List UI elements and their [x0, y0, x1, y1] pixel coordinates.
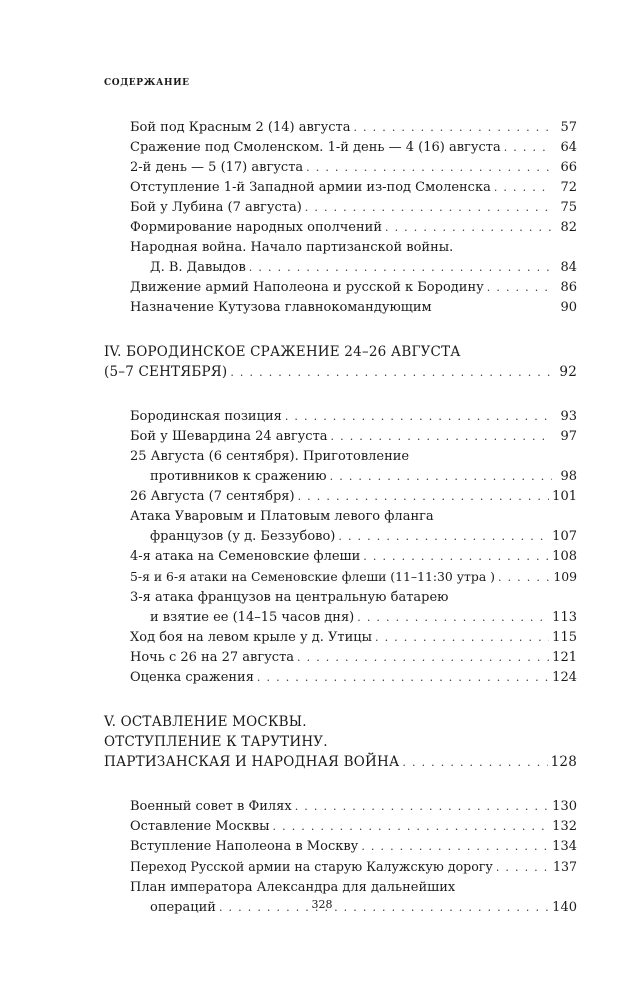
toc-entry[interactable]	[104, 407, 577, 427]
toc-entry-title: Бородинская позиция	[130, 409, 282, 424]
dot-leader	[496, 858, 550, 878]
dot-leader	[298, 487, 550, 507]
toc-entry-title: Бой у Шевардина 24 августа	[130, 429, 328, 444]
dot-leader	[357, 608, 549, 628]
toc-entry-title: Атака Уваровым и Платовым левого фланга	[130, 509, 434, 524]
chapter-title-continued: ОТСТУПЛЕНИЕ К ТАРУТИНУ.	[104, 734, 328, 750]
toc-entry[interactable]	[104, 258, 577, 278]
toc-entry-page: 97	[560, 429, 577, 444]
toc-entry-title-continued: противников к сражению	[150, 469, 327, 484]
toc-entry[interactable]	[104, 467, 577, 487]
dot-leader	[402, 753, 547, 773]
toc-entry-title: Народная война. Начало партизанской войны.	[130, 240, 454, 255]
toc-entry-page: 107	[552, 529, 577, 544]
toc-entry-page: 108	[552, 549, 577, 564]
toc-entry-title: Сражение под Смоленском. 1-й день — 4 (16) августа	[130, 140, 501, 155]
toc-entry[interactable]	[104, 278, 577, 298]
toc-entry-title: Движение армий Наполеона и русской к Бородину	[130, 280, 484, 295]
toc-entry-title: 5-я и 6-я атаки на Семеновские флеши (11–11:30 утра )	[130, 569, 495, 584]
toc-entry-page: 84	[560, 260, 577, 275]
dot-leader	[305, 198, 552, 218]
toc-entry[interactable]	[104, 797, 577, 817]
toc-entry[interactable]	[104, 158, 577, 178]
toc-entry-first-line[interactable]	[104, 588, 577, 608]
chapter-heading[interactable]	[104, 362, 577, 383]
section-gap	[104, 383, 577, 407]
toc-entry-page: 140	[552, 900, 577, 915]
chapter-heading-first-line[interactable]	[104, 712, 577, 732]
toc-entry-page: 121	[552, 650, 577, 665]
toc-entry[interactable]	[104, 427, 577, 447]
dot-leader	[487, 278, 552, 298]
dot-leader	[285, 407, 552, 427]
dot-leader	[331, 427, 552, 447]
toc-entry[interactable]	[104, 608, 577, 628]
toc-entry[interactable]	[104, 648, 577, 668]
section-gap	[104, 773, 577, 797]
toc-entry-page: 86	[560, 280, 577, 295]
toc-entry-page: 93	[560, 409, 577, 424]
toc-entry-page: 134	[552, 839, 577, 854]
toc-entry-page: 82	[560, 220, 577, 235]
toc-entry-first-line[interactable]	[104, 507, 577, 527]
toc-entry-page: 66	[560, 160, 577, 175]
dot-leader	[295, 797, 549, 817]
dot-leader	[375, 628, 549, 648]
dot-leader	[273, 817, 550, 837]
running-head: СОДЕРЖАНИЕ	[104, 78, 190, 88]
toc-entry-title: План императора Александра для дальнейших	[130, 880, 456, 895]
toc-entry-title-continued: и взятие ее (14–15 часов дня)	[150, 610, 355, 625]
table-of-contents	[104, 118, 577, 918]
chapter-title: IV. БОРОДИНСКОЕ СРАЖЕНИЕ 24–26 АВГУСТА	[104, 344, 461, 360]
toc-entry[interactable]	[104, 218, 577, 238]
chapter-title-continued: ПАРТИЗАНСКАЯ И НАРОДНАЯ ВОЙНА	[104, 754, 400, 770]
dot-leader	[504, 138, 552, 158]
toc-entry-page: 115	[552, 630, 577, 645]
toc-entry-title: Оценка сражения	[130, 670, 254, 685]
toc-entry[interactable]	[104, 487, 577, 507]
dot-leader	[297, 648, 549, 668]
toc-entry[interactable]	[104, 567, 577, 588]
dot-leader	[494, 178, 552, 198]
toc-entry-title: Вступление Наполеона в Москву	[130, 839, 359, 854]
toc-entry-title: Ход боя на левом крыле у д. Утицы	[130, 630, 372, 645]
toc-entry[interactable]	[104, 857, 577, 878]
toc-entry[interactable]	[104, 527, 577, 547]
toc-entry-page: 109	[553, 569, 577, 584]
page-number: 328	[311, 898, 333, 911]
toc-entry-page: 90	[560, 300, 577, 315]
dot-leader	[257, 668, 549, 688]
chapter-title-continued: (5–7 СЕНТЯБРЯ)	[104, 364, 228, 380]
toc-entry-page: 113	[552, 610, 577, 625]
dot-leader	[361, 837, 549, 857]
toc-entry-page: 64	[560, 140, 577, 155]
toc-entry-title-continued: операций	[150, 900, 216, 915]
toc-entry-title: Отступление 1-й Западной армии из-под Смоленска	[130, 180, 491, 195]
toc-entry-title: 3-я атака французов на центральную батарею	[130, 590, 449, 605]
dot-leader	[230, 363, 552, 383]
toc-entry[interactable]	[104, 178, 577, 198]
toc-entry-title: Переход Русской армии на старую Калужскую дорогу	[130, 859, 493, 874]
dot-leader	[385, 218, 552, 238]
toc-entry-page: 75	[560, 200, 577, 215]
section-gap	[104, 318, 577, 342]
toc-entry-first-line[interactable]	[104, 878, 577, 898]
toc-entry[interactable]	[104, 817, 577, 837]
chapter-heading[interactable]	[104, 752, 577, 773]
toc-entry-title: 4-я атака на Семеновские флеши	[130, 549, 361, 564]
chapter-title: V. ОСТАВЛЕНИЕ МОСКВЫ.	[104, 714, 307, 730]
toc-entry-page: 130	[552, 799, 577, 814]
toc-entry[interactable]	[104, 547, 577, 567]
dot-leader	[498, 568, 550, 588]
toc-entry-title: 25 Августа (6 сентября). Приготовление	[130, 449, 410, 464]
dot-leader	[249, 258, 552, 278]
toc-entry-title: Бой под Красным 2 (14) августа	[130, 120, 351, 135]
toc-entry-title: Ночь с 26 на 27 августа	[130, 650, 295, 665]
toc-entry-page: 101	[552, 489, 577, 504]
toc-entry[interactable]	[104, 628, 577, 648]
dot-leader	[338, 527, 549, 547]
toc-entry[interactable]	[104, 138, 577, 158]
toc-entry[interactable]	[104, 198, 577, 218]
chapter-heading-second-line[interactable]	[104, 732, 577, 752]
toc-entry-title: Бой у Лубина (7 августа)	[130, 200, 302, 215]
toc-entry[interactable]	[104, 837, 577, 857]
toc-entry[interactable]	[104, 298, 577, 318]
dot-leader	[353, 118, 552, 138]
toc-entry-title-continued: Д. В. Давыдов	[150, 260, 246, 275]
toc-entry-page: 57	[560, 120, 577, 135]
toc-entry-page: 72	[560, 180, 577, 195]
toc-entry-title-continued: французов (у д. Беззубово)	[150, 529, 336, 544]
toc-entry-first-line[interactable]	[104, 447, 577, 467]
chapter-page: 92	[559, 364, 577, 380]
toc-entry-page: 132	[552, 819, 577, 834]
section-gap	[104, 688, 577, 712]
toc-entry[interactable]	[104, 118, 577, 138]
toc-entry-title: 26 Августа (7 сентября)	[130, 489, 295, 504]
toc-entry-title: Формирование народных ополчений	[130, 220, 382, 235]
toc-entry-title: Военный совет в Филях	[130, 799, 292, 814]
toc-entry-title: Назначение Кутузова главнокомандующим	[130, 300, 432, 315]
toc-entry-page: 124	[552, 670, 577, 685]
toc-entry-page: 98	[560, 469, 577, 484]
toc-entry-page: 137	[552, 859, 577, 874]
toc-entry-title: Оставление Москвы	[130, 819, 270, 834]
chapter-page: 128	[550, 754, 577, 770]
toc-entry-title: 2-й день — 5 (17) августа	[130, 160, 304, 175]
dot-leader	[330, 467, 552, 487]
dot-leader	[306, 158, 552, 178]
chapter-heading-first-line[interactable]	[104, 342, 577, 362]
toc-entry[interactable]	[104, 668, 577, 688]
dot-leader	[363, 547, 549, 567]
toc-entry-first-line[interactable]	[104, 238, 577, 258]
